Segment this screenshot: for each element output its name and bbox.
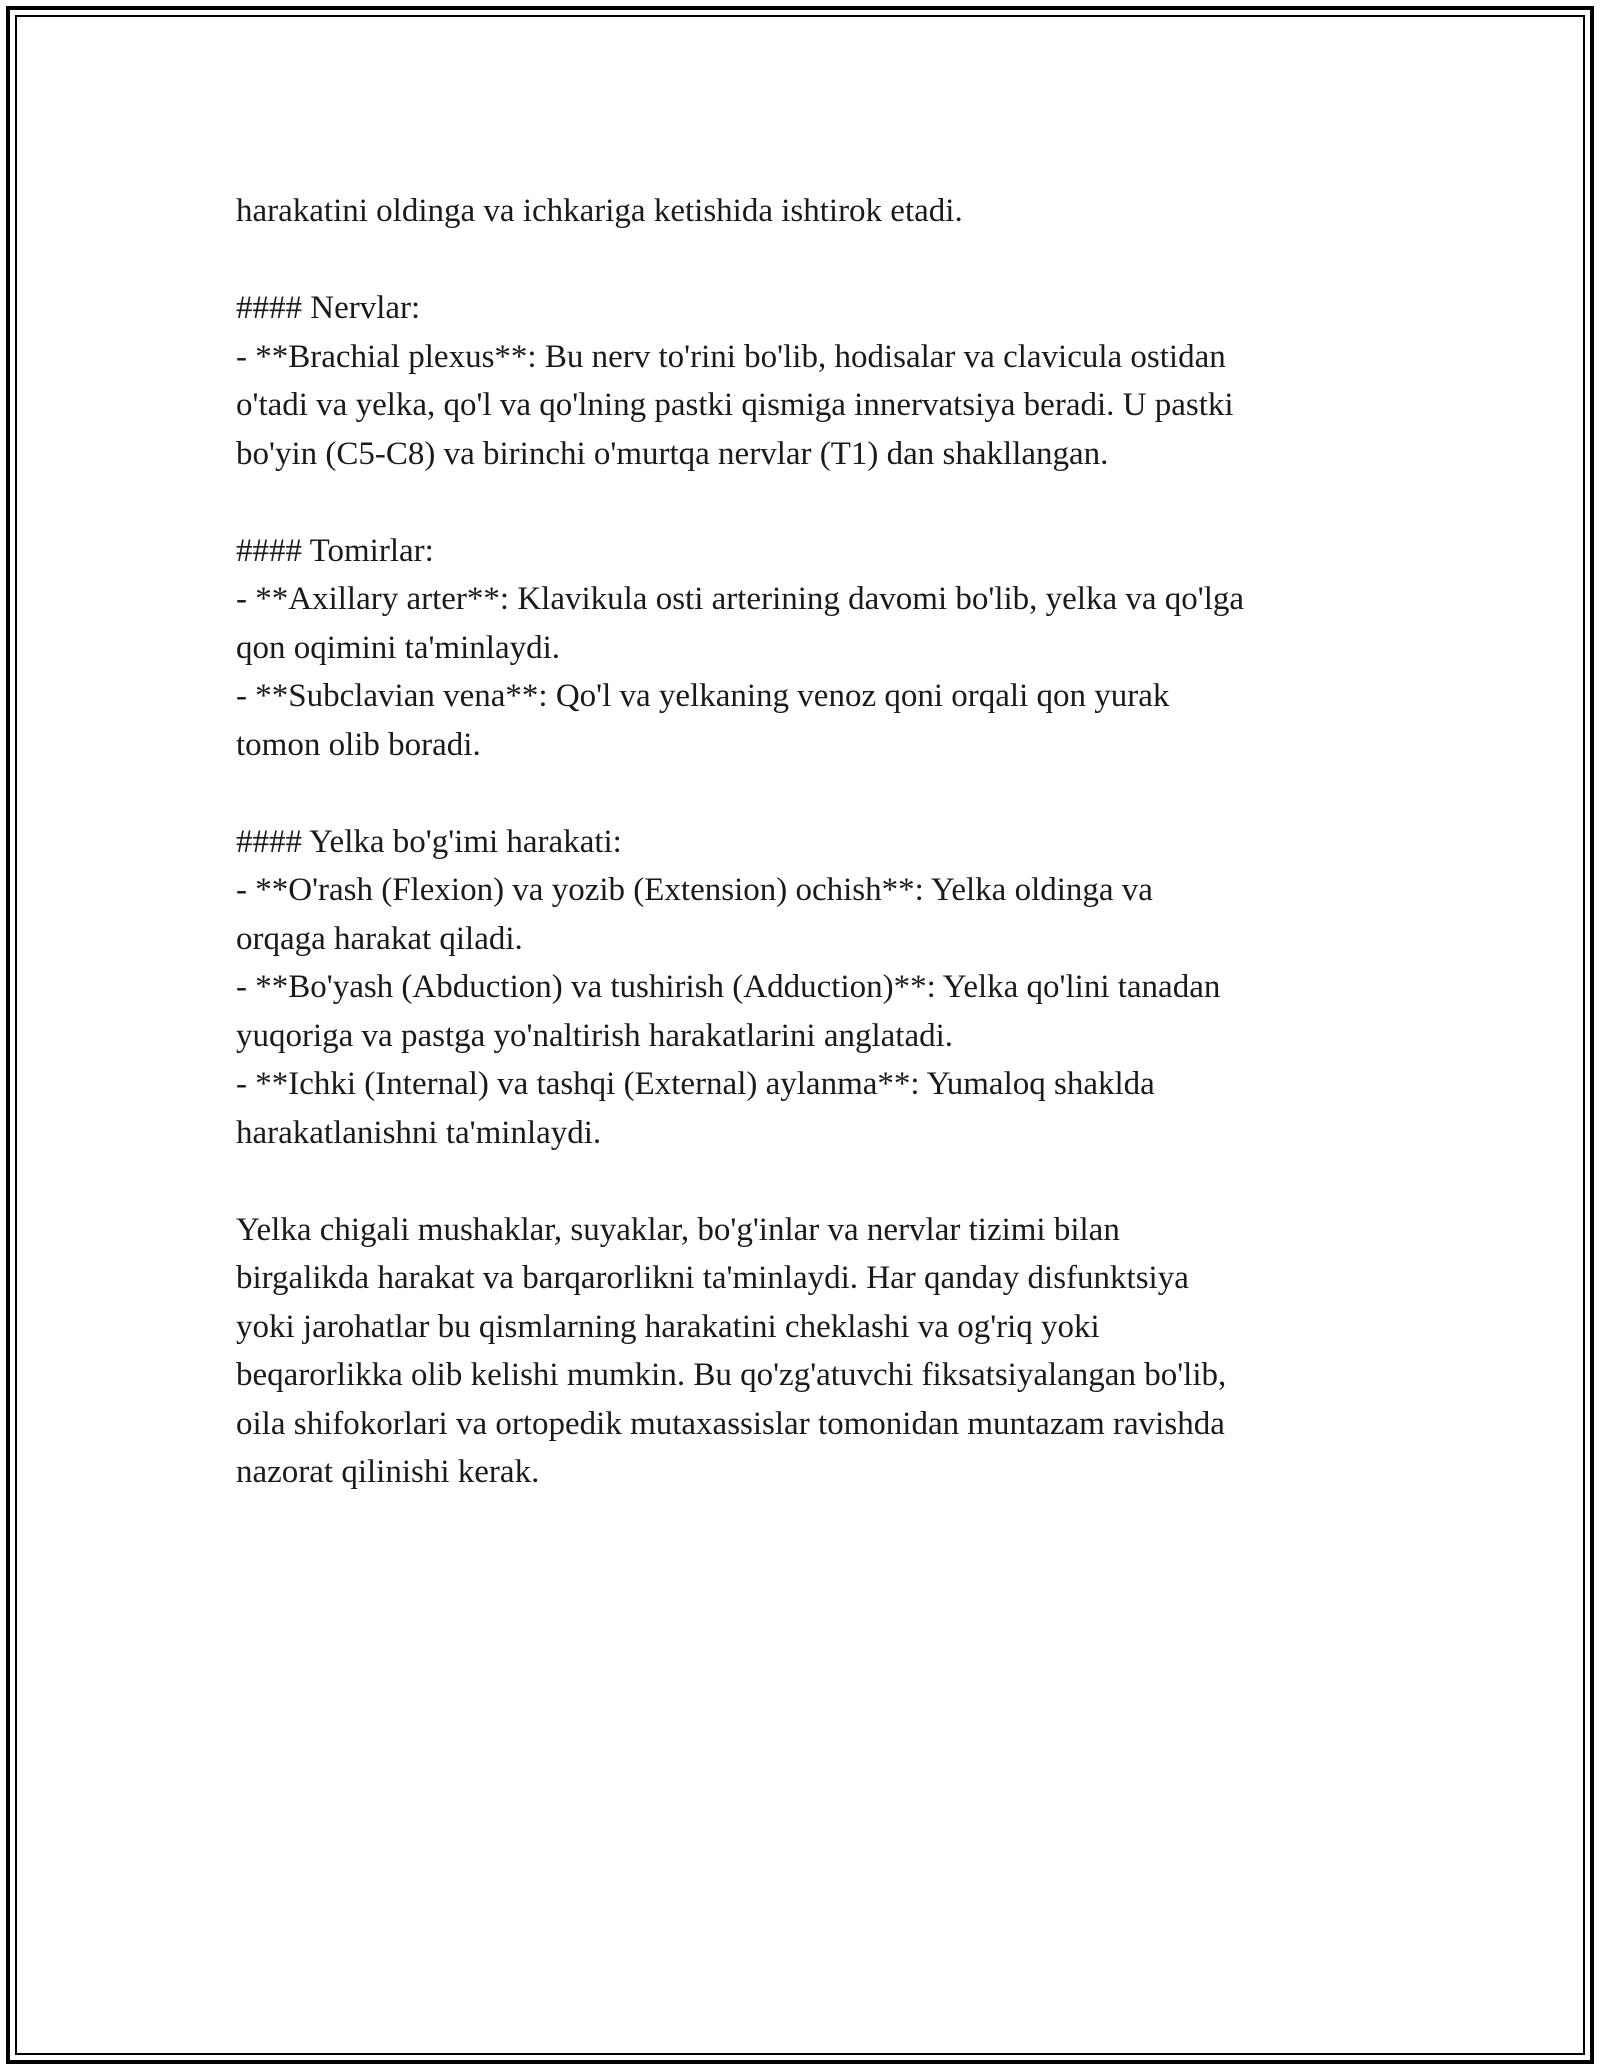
text-line: nazorat qilinishi kerak.	[236, 1454, 540, 1490]
paragraph-gap	[236, 769, 1366, 818]
text-line: yuqoriga va pastga yo'naltirish harakatlarini anglatadi.	[236, 1017, 954, 1054]
text-line: Yelka chigali mushaklar, suyaklar, bo'g'inlar va nervlar tizimi bilan	[236, 1211, 1120, 1248]
text-line: - **Brachial plexus**: Bu nerv to'rini bo'lib, hodisalar va clavicula ostidan	[236, 338, 1226, 375]
text-line: - **Bo'yash (Abduction) va tushirish (Adduction)**: Yelka qo'lini tanadan	[236, 969, 1221, 1005]
paragraph-gap	[236, 1157, 1366, 1206]
paragraph-gap	[236, 236, 1366, 285]
paragraph-gap	[236, 478, 1366, 527]
text-line: - **Ichki (Internal) va tashqi (External) aylanma**: Yumaloq shaklda	[236, 1066, 1155, 1102]
section-heading: #### Yelka bo'g'imi harakati:	[236, 823, 622, 860]
section-nervlar	[236, 284, 1366, 478]
text-line: birgalikda harakat va barqarorlikni ta'minlaydi. Har qanday disfunktsiya	[236, 1260, 1189, 1296]
text-line: - **Subclavian vena**: Qo'l va yelkaning venoz qoni orqali qon yurak	[236, 678, 1170, 714]
text-line: - **O'rash (Flexion) va yozib (Extension) ochish**: Yelka oldinga va	[236, 872, 1153, 908]
text-line: - **Axillary arter**: Klavikula osti arterining davomi bo'lib, yelka va qo'lga	[236, 581, 1245, 617]
text-line: bo'yin (C5-C8) va birinchi o'murtqa nervlar (T1) dan shakllangan.	[236, 435, 1109, 472]
conclusion-paragraph	[236, 1206, 1366, 1497]
section-heading: #### Nervlar:	[236, 290, 421, 326]
text-line: tomon olib boradi.	[236, 726, 481, 763]
text-line: beqarorlikka olib kelishi mumkin. Bu qo'zg'atuvchi fiksatsiyalangan bo'lib,	[236, 1357, 1227, 1393]
section-heading: #### Tomirlar:	[236, 532, 434, 569]
text-line: harakatlanishni ta'minlaydi.	[236, 1114, 602, 1151]
text-line: oila shifokorlari va ortopedik mutaxassislar tomonidan muntazam ravishda	[236, 1405, 1225, 1442]
section-tomirlar	[236, 527, 1366, 770]
intro-line: harakatini oldinga va ichkariga ketishida ishtirok etadi.	[236, 193, 963, 229]
section-harakat	[236, 818, 1366, 1158]
document-body	[236, 187, 1366, 1497]
text-line: orqaga harakat qiladi.	[236, 920, 523, 957]
text-line: yoki jarohatlar bu qismlarning harakatini cheklashi va og'riq yoki	[236, 1308, 1100, 1345]
text-line: o'tadi va yelka, qo'l va qo'lning pastki qismiga innervatsiya beradi. U pastki	[236, 387, 1234, 423]
text-line: qon oqimini ta'minlaydi.	[236, 629, 561, 666]
